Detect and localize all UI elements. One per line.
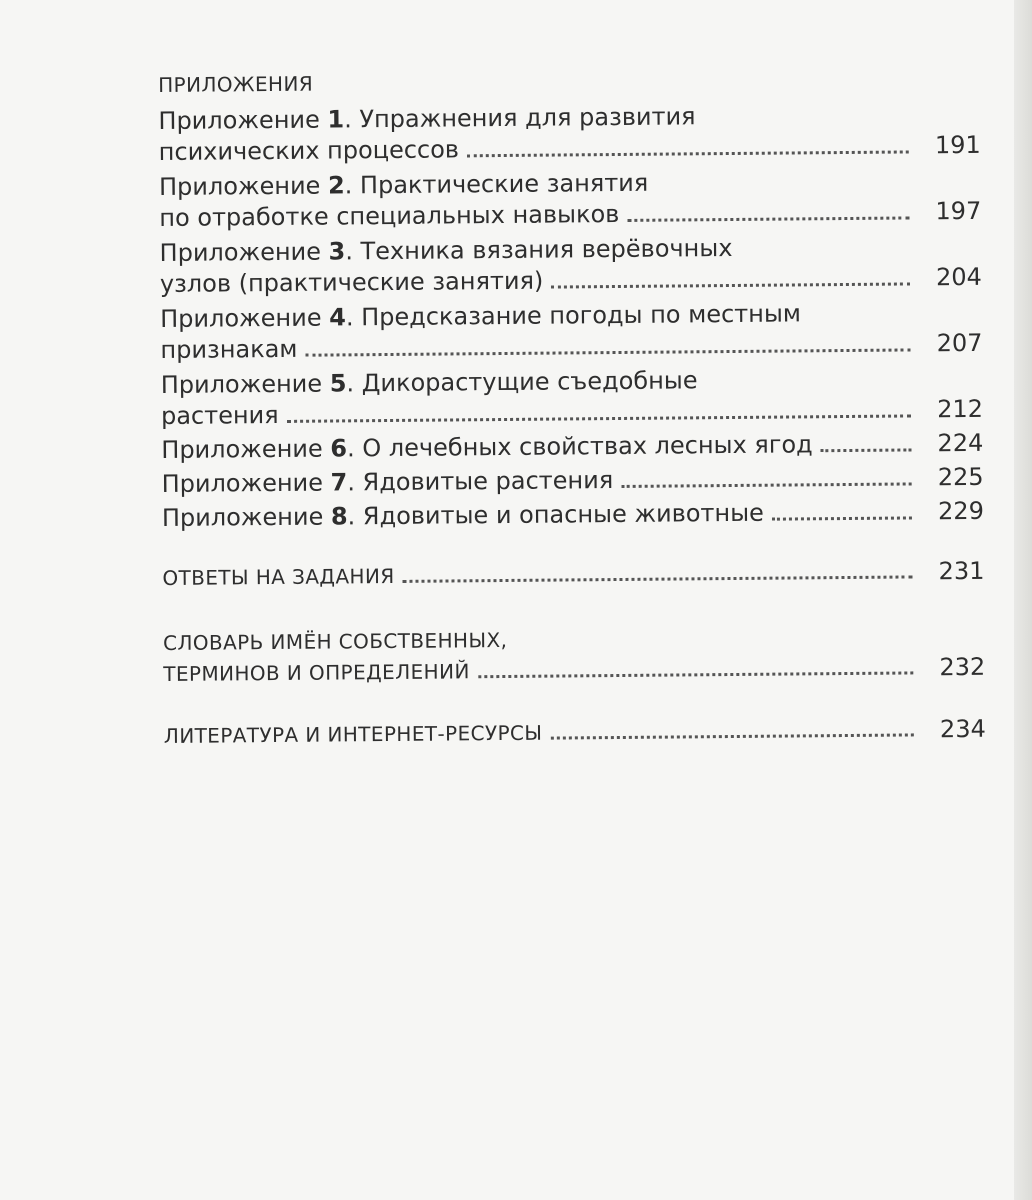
toc-entry-appendix-8 [162,493,984,534]
page-number: 197 [935,196,982,226]
dot-leader [403,575,913,582]
dot-leader [287,414,911,422]
glossary-line-2: ТЕРМИНОВ И ОПРЕДЕЛЕНИЙ [163,659,470,686]
entry-line-1: Приложение 5. Дикорастущие съедобные [160,366,698,399]
entry-line-1: Приложение 7. Ядовитые растения [161,466,614,498]
toc-entry-appendix-2 [159,161,982,234]
dot-leader [467,150,909,157]
entry-line-1: Приложение 4. Предсказание погоды по местным [160,299,802,333]
dot-leader [478,671,914,678]
toc-entry-appendix-6 [161,425,983,466]
appendices-heading: ПРИЛОЖЕНИЯ [158,71,314,97]
page-number: 191 [934,130,981,160]
glossary-line-1: СЛОВАРЬ ИМЁН СОБСТВЕННЫХ, [162,627,508,655]
page-number: 204 [935,262,982,292]
answers-title: ОТВЕТЫ НА ЗАДАНИЯ [162,563,395,590]
page-number: 234 [939,714,986,744]
toc-entry-appendix-3 [159,227,982,300]
entry-line-1: Приложение 6. О лечебных свойствах лесных ягод [161,430,813,464]
entry-line-1: Приложение 2. Практические занятия [158,168,649,201]
entry-line-2: признакам [160,334,298,364]
dot-leader [550,733,913,739]
toc-entry-appendix-1 [158,95,981,168]
toc-entry-glossary [163,617,986,690]
toc-entry-appendix-5 [161,359,984,432]
page-number: 231 [938,556,985,586]
page-number: 229 [937,496,985,526]
entry-line-1: Приложение 8. Ядовитые и опасные животные [161,498,764,532]
page-number: 225 [937,462,984,492]
dot-leader [621,482,911,488]
entry-line-2: психических процессов [158,135,460,166]
toc-entry-literature [164,711,986,752]
entry-line-2: растения [160,400,279,430]
table-of-contents [158,61,986,752]
dot-leader [305,348,910,356]
entry-line-1: Приложение 1. Упражнения для развития [158,102,696,135]
page-number: 212 [937,394,984,424]
entry-line-2: узлов (практические занятия) [159,266,544,298]
dot-leader [772,516,912,520]
entry-line-2: по отработке специальных навыков [159,199,620,232]
page-edge-shadow [1014,0,1032,1200]
toc-entry-appendix-4 [160,293,983,366]
toc-entry-appendix-7 [161,459,983,500]
page-number: 224 [937,428,984,458]
dot-leader [821,448,912,452]
toc-entry-answers [162,553,984,594]
dot-leader [551,282,910,288]
literature-title: ЛИТЕРАТУРА И ИНТЕРНЕТ-РЕСУРСЫ [163,720,543,748]
entry-line-1: Приложение 3. Техника вязания верёвочных [159,233,733,267]
page-number: 207 [936,328,983,358]
page-number: 232 [939,652,986,682]
dot-leader [627,216,909,221]
